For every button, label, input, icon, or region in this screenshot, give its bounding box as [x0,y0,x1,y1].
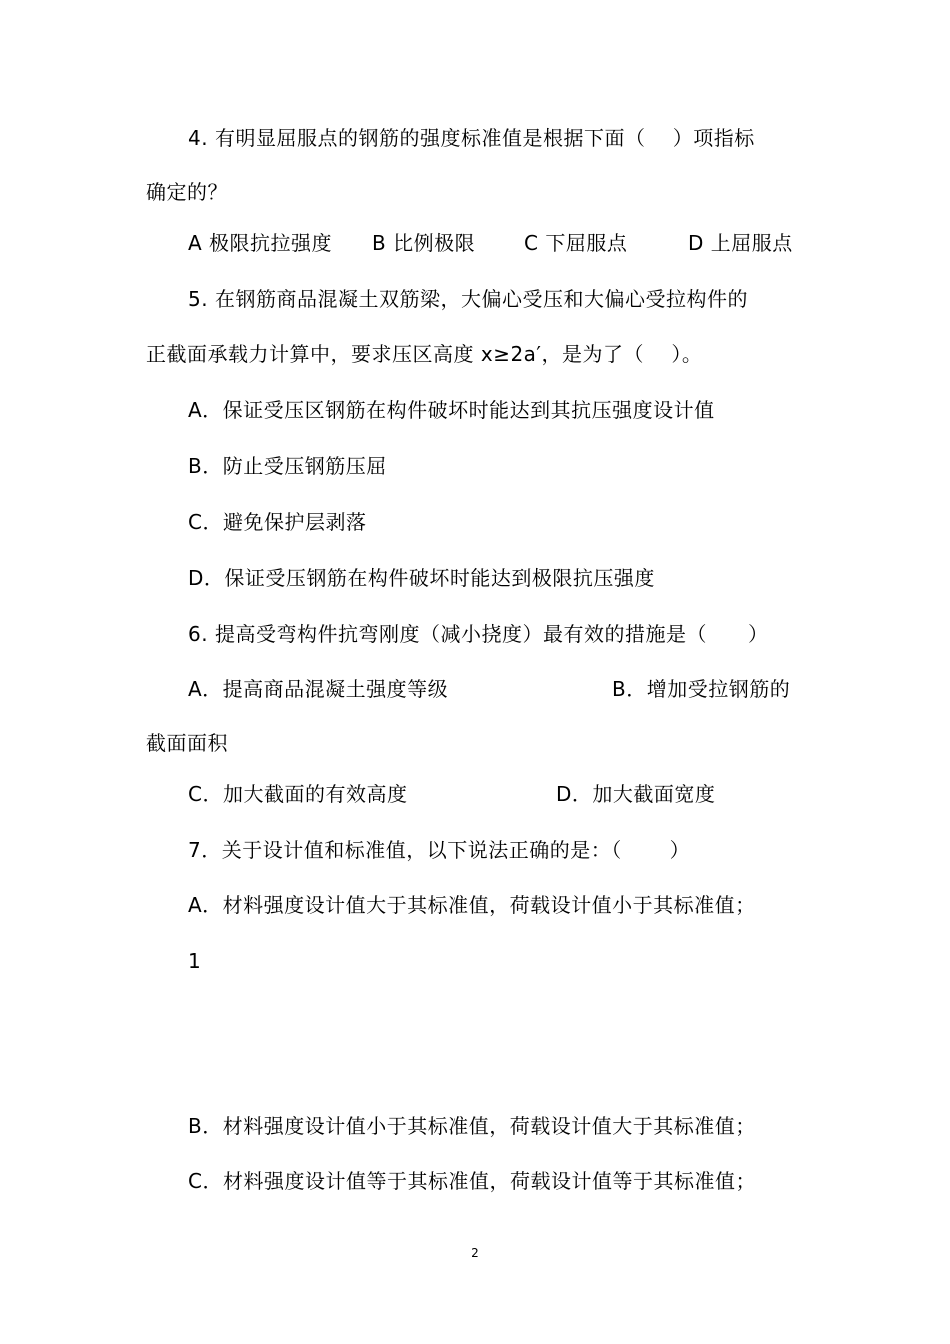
question-5-option-b: B．防止受压钢筋压屈 [188,454,387,478]
question-4-text-continued: 确定的？ [146,180,228,204]
question-5-option-d: D．保证受压钢筋在构件破坏时能达到极限抗压强度 [188,566,655,590]
page-number: 2 [471,1246,479,1260]
question-7-option-c: C．材料强度设计值等于其标准值，荷载设计值等于其标准值； [188,1169,756,1193]
question-5-text-continued: 正截面承载力计算中，要求压区高度 x≥2a′，是为了（ ）。 [146,342,703,366]
question-6-option-d: D．加大截面宽度 [556,782,716,806]
question-7-option-a-number: 1 [188,949,202,973]
question-4-option-b: B 比例极限 [372,231,476,255]
question-5-option-a: A．保证受压区钢筋在构件破坏时能达到其抗压强度设计值 [188,398,715,422]
question-7-text: 7．关于设计值和标准值，以下说法正确的是：（ ） [188,838,691,862]
question-6-option-c: C．加大截面的有效高度 [188,782,408,806]
question-6-option-b: B．增加受拉钢筋的 [612,677,791,701]
question-4-option-a: A 极限抗拉强度 [188,231,333,255]
question-4-option-c: C 下屈服点 [524,231,628,255]
question-6-option-b-continued: 截面面积 [146,731,228,755]
question-7-option-a: A．材料强度设计值大于其标准值，荷载设计值小于其标准值； [188,893,756,917]
question-5-option-c: C．避免保护层剥落 [188,510,367,534]
question-7-option-b: B．材料强度设计值小于其标准值，荷载设计值大于其标准值； [188,1114,756,1138]
question-4-option-d: D 上屈服点 [688,231,793,255]
question-6-text: 6. 提高受弯构件抗弯刚度（减小挠度）最有效的措施是（ ） [188,622,769,646]
question-4-text: 4. 有明显屈服点的钢筋的强度标准值是根据下面（ ）项指标 [188,126,755,150]
question-5-text: 5. 在钢筋商品混凝土双筋梁，大偏心受压和大偏心受拉构件的 [188,287,748,311]
question-6-option-a: A．提高商品混凝土强度等级 [188,677,449,701]
